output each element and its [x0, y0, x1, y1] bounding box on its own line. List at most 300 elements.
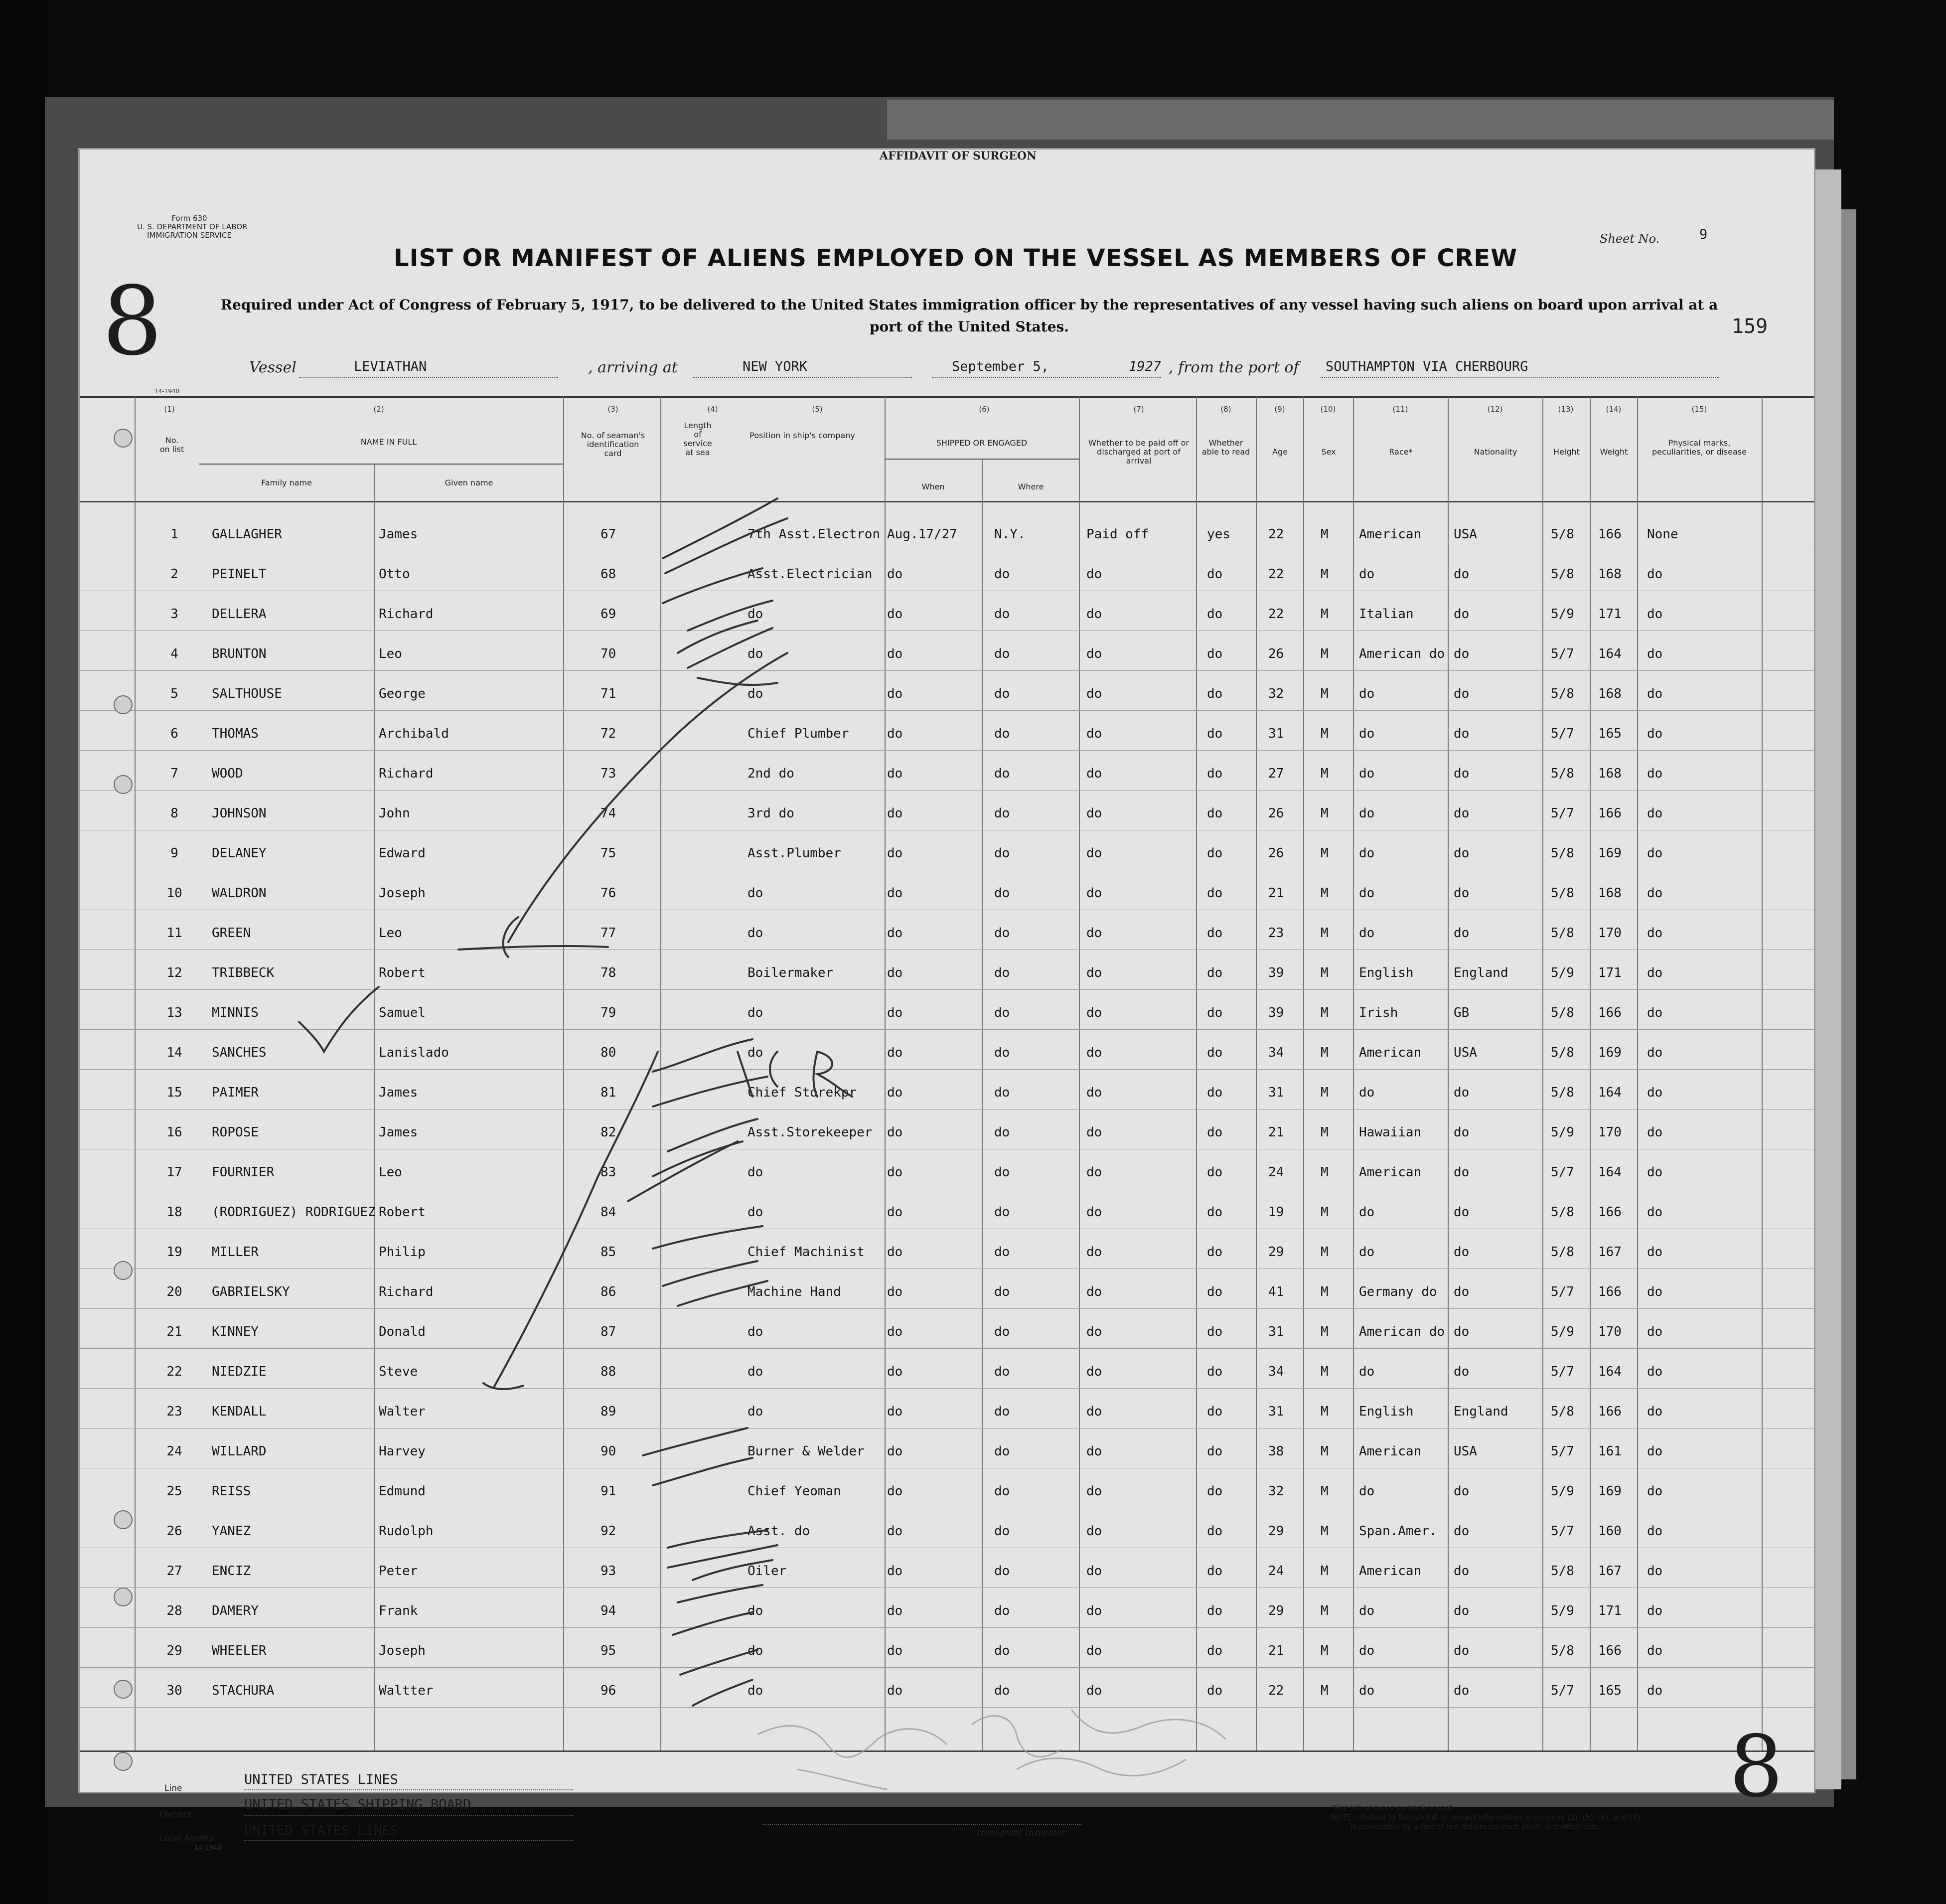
colnum-15: (15)	[1691, 405, 1707, 414]
cell-read: do	[1207, 686, 1223, 701]
cell-where: do	[994, 1205, 1010, 1220]
cell-nat: USA	[1454, 1045, 1477, 1060]
cell-given: George	[379, 686, 426, 701]
cell-when: do	[887, 886, 903, 901]
affidavit-heading: AFFIDAVIT OF SURGEON	[880, 150, 1037, 162]
cell-where: do	[994, 926, 1010, 941]
cell-nat: do	[1454, 886, 1470, 901]
cell-race: Hawaiian	[1359, 1125, 1422, 1140]
cell-race: do	[1359, 726, 1375, 741]
cell-race: do	[1359, 1683, 1375, 1698]
cell-age: 22	[1268, 567, 1284, 582]
cell-family: KENDALL	[212, 1404, 267, 1419]
cell-given: Edmund	[379, 1484, 426, 1499]
cell-position: do	[748, 1045, 763, 1060]
cell-card: 78	[600, 965, 616, 980]
cell-height: 5/7	[1551, 806, 1574, 821]
cell-weight: 169	[1598, 846, 1622, 861]
colnum-9: (9)	[1274, 405, 1285, 414]
cell-given: Leo	[379, 1165, 402, 1180]
cell-weight: 160	[1598, 1524, 1622, 1539]
cell-sex: M	[1321, 846, 1329, 861]
cell-age: 22	[1268, 607, 1284, 622]
cell-weight: 171	[1598, 607, 1622, 622]
cell-race: American	[1359, 1444, 1422, 1459]
cell-when: do	[887, 1045, 903, 1060]
cell-family: ENCIZ	[212, 1564, 251, 1579]
cell-family: SANCHES	[212, 1045, 267, 1060]
cell-family: TRIBBECK	[212, 965, 275, 980]
cell-height: 5/7	[1551, 1683, 1574, 1698]
cell-position: do	[748, 926, 763, 941]
cell-no: 18	[166, 1205, 182, 1220]
cell-no: 11	[166, 926, 182, 941]
cell-age: 26	[1268, 846, 1284, 861]
cell-weight: 164	[1598, 1364, 1622, 1379]
cell-given: Samuel	[379, 1005, 426, 1020]
cell-no: 14	[166, 1045, 182, 1060]
cell-sex: M	[1321, 1404, 1329, 1419]
cell-card: 81	[600, 1085, 616, 1100]
colnum-7: (7)	[1133, 405, 1144, 414]
cell-race: do	[1359, 1085, 1375, 1100]
cell-sex: M	[1321, 926, 1329, 941]
cell-age: 23	[1268, 926, 1284, 941]
footer-mark-8: 8	[1729, 1718, 1784, 1816]
cell-paid: do	[1086, 1643, 1102, 1658]
cell-when: do	[887, 607, 903, 622]
cell-where: do	[994, 1364, 1010, 1379]
cell-height: 5/8	[1551, 1205, 1574, 1220]
cell-no: 28	[166, 1603, 182, 1618]
cell-race: Italian	[1359, 607, 1414, 622]
cell-nat: do	[1454, 1364, 1470, 1379]
cell-weight: 166	[1598, 1205, 1622, 1220]
cell-card: 87	[600, 1324, 616, 1339]
cell-read: do	[1207, 1165, 1223, 1180]
cell-marks: do	[1647, 846, 1663, 861]
cell-card: 89	[600, 1404, 616, 1419]
header-paid-off: Whether to be paid off or discharged at port of arrival	[1088, 438, 1189, 466]
cell-read: do	[1207, 846, 1223, 861]
cell-weight: 171	[1598, 1603, 1622, 1618]
cell-when: do	[887, 846, 903, 861]
header-height: Height	[1553, 447, 1580, 457]
cell-nat: do	[1454, 686, 1470, 701]
cell-when: do	[887, 1284, 903, 1299]
cell-marks: do	[1647, 1484, 1663, 1499]
cell-card: 71	[600, 686, 616, 701]
cell-height: 5/8	[1551, 1005, 1574, 1020]
inspector-label: Immigrant Inspector.	[977, 1828, 1068, 1838]
cell-age: 31	[1268, 1404, 1284, 1419]
cell-race: Span.Amer.	[1359, 1524, 1437, 1539]
cell-when: do	[887, 806, 903, 821]
cell-where: do	[994, 646, 1010, 661]
cell-where: do	[994, 1045, 1010, 1060]
cell-race: do	[1359, 1484, 1375, 1499]
sheet-number: 9	[1699, 227, 1708, 242]
cell-read: yes	[1207, 527, 1230, 542]
cell-paid: do	[1086, 646, 1102, 661]
cell-race: do	[1359, 1603, 1375, 1618]
cell-position: do	[748, 1364, 763, 1379]
header-no-on-list: No. on list	[159, 436, 184, 454]
cell-card: 75	[600, 846, 616, 861]
cell-weight: 166	[1598, 527, 1622, 542]
cell-sex: M	[1321, 527, 1329, 542]
cell-race: American	[1359, 1564, 1422, 1579]
cell-card: 86	[600, 1284, 616, 1299]
cell-age: 24	[1268, 1165, 1284, 1180]
cell-height: 5/8	[1551, 1245, 1574, 1260]
cell-position: Chief Yeoman	[748, 1484, 841, 1499]
cell-position: Chief Storekpr	[748, 1085, 857, 1100]
cell-given: Waltter	[379, 1683, 434, 1698]
cell-age: 34	[1268, 1045, 1284, 1060]
cell-card: 85	[600, 1245, 616, 1260]
form-line-1: Form 630	[171, 214, 207, 223]
cell-marks: None	[1647, 527, 1678, 542]
cell-card: 73	[600, 766, 616, 781]
header-physical: Physical marks, peculiarities, or disease	[1652, 438, 1747, 457]
cell-position: Machine Hand	[748, 1284, 841, 1299]
header-able-read: Whether able to read	[1201, 438, 1250, 457]
cell-position: do	[748, 607, 763, 622]
cell-where: do	[994, 1603, 1010, 1618]
cell-given: James	[379, 1125, 418, 1140]
cell-no: 2	[170, 567, 178, 582]
cell-where: do	[994, 1125, 1010, 1140]
cell-when: do	[887, 1444, 903, 1459]
cell-marks: do	[1647, 1683, 1663, 1698]
cell-family: ROPOSE	[212, 1125, 259, 1140]
cell-no: 9	[170, 846, 178, 861]
cell-given: Frank	[379, 1603, 418, 1618]
arriving-label: , arriving at	[588, 359, 678, 376]
cell-position: Chief Plumber	[748, 726, 849, 741]
cell-age: 29	[1268, 1245, 1284, 1260]
cell-where: do	[994, 1245, 1010, 1260]
cell-position: do	[748, 646, 763, 661]
cell-age: 38	[1268, 1444, 1284, 1459]
cell-marks: do	[1647, 1364, 1663, 1379]
cell-no: 29	[166, 1643, 182, 1658]
cell-card: 79	[600, 1005, 616, 1020]
cell-marks: do	[1647, 1284, 1663, 1299]
cell-family: DELLERA	[212, 607, 267, 622]
header-family-name: Family name	[261, 478, 312, 487]
cell-nat: do	[1454, 726, 1470, 741]
cell-marks: do	[1647, 646, 1663, 661]
cell-weight: 164	[1598, 646, 1622, 661]
cell-card: 90	[600, 1444, 616, 1459]
stamp-number: 159	[1732, 315, 1768, 338]
cell-marks: do	[1647, 1205, 1663, 1220]
cell-position: do	[748, 886, 763, 901]
cell-weight: 168	[1598, 886, 1622, 901]
cell-age: 31	[1268, 726, 1284, 741]
cell-where: do	[994, 766, 1010, 781]
cell-paid: do	[1086, 1324, 1102, 1339]
cell-read: do	[1207, 1683, 1223, 1698]
cell-age: 31	[1268, 1324, 1284, 1339]
cell-age: 29	[1268, 1603, 1284, 1618]
cell-position: do	[748, 1165, 763, 1180]
colnum-5: (5)	[812, 405, 823, 414]
cell-sex: M	[1321, 886, 1329, 901]
cell-marks: do	[1647, 567, 1663, 582]
cell-sex: M	[1321, 1603, 1329, 1618]
cell-read: do	[1207, 1444, 1223, 1459]
cell-no: 7	[170, 766, 178, 781]
cell-weight: 161	[1598, 1444, 1622, 1459]
cell-no: 30	[166, 1683, 182, 1698]
cell-height: 5/8	[1551, 886, 1574, 901]
cell-age: 21	[1268, 1125, 1284, 1140]
page-edge	[1814, 169, 1841, 1789]
cell-race: Irish	[1359, 1005, 1398, 1020]
cell-when: do	[887, 1324, 903, 1339]
cell-card: 72	[600, 726, 616, 741]
cell-given: John	[379, 806, 410, 821]
cell-position: do	[748, 686, 763, 701]
header-length-service: Length of service at sea	[683, 421, 712, 457]
cell-when: do	[887, 1364, 903, 1379]
cell-race: Germany do	[1359, 1284, 1437, 1299]
cell-family: YANEZ	[212, 1524, 251, 1539]
cell-given: Rudolph	[379, 1524, 434, 1539]
header-nationality: Nationality	[1474, 447, 1517, 457]
cell-weight: 166	[1598, 1284, 1622, 1299]
cell-card: 95	[600, 1643, 616, 1658]
cell-age: 41	[1268, 1284, 1284, 1299]
cell-no: 17	[166, 1165, 182, 1180]
cell-family: KINNEY	[212, 1324, 259, 1339]
cell-paid: do	[1086, 926, 1102, 941]
cell-nat: do	[1454, 567, 1470, 582]
cell-height: 5/7	[1551, 726, 1574, 741]
cell-read: do	[1207, 1205, 1223, 1220]
cell-no: 19	[166, 1245, 182, 1260]
cell-card: 67	[600, 527, 616, 542]
cell-given: Lanislado	[379, 1045, 449, 1060]
header-id-card: No. of seaman's identification card	[581, 431, 645, 458]
cell-marks: do	[1647, 1165, 1663, 1180]
form-line-2: U. S. DEPARTMENT OF LABOR	[137, 222, 248, 231]
cell-sex: M	[1321, 965, 1329, 980]
cell-where: do	[994, 1643, 1010, 1658]
cell-where: do	[994, 1165, 1010, 1180]
cell-paid: do	[1086, 1125, 1102, 1140]
cell-position: do	[748, 1404, 763, 1419]
cell-given: Leo	[379, 926, 402, 941]
cell-sex: M	[1321, 607, 1329, 622]
cell-read: do	[1207, 1284, 1223, 1299]
cell-read: do	[1207, 766, 1223, 781]
cell-card: 68	[600, 567, 616, 582]
page-title: LIST OR MANIFEST OF ALIENS EMPLOYED ON THE VESSEL AS MEMBERS OF CREW	[394, 244, 1518, 272]
cell-position: Asst.Storekeeper	[748, 1125, 873, 1140]
cell-when: Aug.17/27	[887, 527, 957, 542]
cell-card: 82	[600, 1125, 616, 1140]
header-position: Position in ship's company	[749, 431, 855, 440]
colnum-6: (6)	[979, 405, 990, 414]
cell-paid: do	[1086, 1005, 1102, 1020]
cell-sex: M	[1321, 1245, 1329, 1260]
cell-when: do	[887, 1165, 903, 1180]
cell-where: do	[994, 806, 1010, 821]
cell-paid: do	[1086, 1165, 1102, 1180]
cell-family: JOHNSON	[212, 806, 267, 821]
cell-read: do	[1207, 886, 1223, 901]
cell-marks: do	[1647, 1404, 1663, 1419]
cell-marks: do	[1647, 1643, 1663, 1658]
cell-card: 91	[600, 1484, 616, 1499]
footer-agents-rule	[244, 1840, 573, 1841]
cell-given: Richard	[379, 1284, 434, 1299]
cell-height: 5/8	[1551, 926, 1574, 941]
cell-family: PAIMER	[212, 1085, 259, 1100]
cell-paid: do	[1086, 1484, 1102, 1499]
cell-paid: do	[1086, 1404, 1102, 1419]
cell-card: 69	[600, 607, 616, 622]
cell-sex: M	[1321, 1085, 1329, 1100]
cell-given: Leo	[379, 646, 402, 661]
colnum-13: (13)	[1558, 405, 1574, 414]
cell-height: 5/8	[1551, 846, 1574, 861]
cell-card: 96	[600, 1683, 616, 1698]
cell-card: 80	[600, 1045, 616, 1060]
handwritten-checkmarks	[80, 150, 1814, 1792]
cell-when: do	[887, 1245, 903, 1260]
cell-marks: do	[1647, 1564, 1663, 1579]
cell-paid: do	[1086, 1444, 1102, 1459]
cell-age: 34	[1268, 1364, 1284, 1379]
cell-where: do	[994, 1683, 1010, 1698]
binder-edge	[0, 0, 47, 1904]
cell-read: do	[1207, 806, 1223, 821]
cell-family: GREEN	[212, 926, 251, 941]
cell-marks: do	[1647, 965, 1663, 980]
cell-age: 19	[1268, 1205, 1284, 1220]
cell-where: do	[994, 1085, 1010, 1100]
cell-where: do	[994, 1524, 1010, 1539]
cell-read: do	[1207, 1245, 1223, 1260]
cell-sex: M	[1321, 1284, 1329, 1299]
cell-paid: do	[1086, 1085, 1102, 1100]
cell-position: Asst.Electrician	[748, 567, 873, 582]
cell-given: Peter	[379, 1564, 418, 1579]
cell-sex: M	[1321, 1524, 1329, 1539]
cell-where: do	[994, 1444, 1010, 1459]
cell-nat: do	[1454, 1284, 1470, 1299]
cell-where: do	[994, 726, 1010, 741]
cell-sex: M	[1321, 1643, 1329, 1658]
cell-when: do	[887, 726, 903, 741]
cell-read: do	[1207, 1404, 1223, 1419]
cell-position: do	[748, 1603, 763, 1618]
cell-read: do	[1207, 1005, 1223, 1020]
cell-no: 13	[166, 1005, 182, 1020]
cell-read: do	[1207, 1524, 1223, 1539]
cell-read: do	[1207, 1484, 1223, 1499]
colnum-12: (12)	[1487, 405, 1503, 414]
cell-where: do	[994, 607, 1010, 622]
cell-where: do	[994, 965, 1010, 980]
cell-no: 8	[170, 806, 178, 821]
cell-nat: England	[1454, 965, 1508, 980]
colnum-4: (4)	[707, 405, 718, 414]
cell-paid: do	[1086, 1524, 1102, 1539]
cell-height: 5/9	[1551, 607, 1574, 622]
cell-family: STACHURA	[212, 1683, 275, 1698]
header-shipped: SHIPPED OR ENGAGED	[936, 438, 1028, 448]
cell-age: 26	[1268, 806, 1284, 821]
cell-height: 5/9	[1551, 1484, 1574, 1499]
header-where: Where	[1018, 482, 1044, 491]
cell-marks: do	[1647, 926, 1663, 941]
cell-age: 21	[1268, 886, 1284, 901]
cell-family: MILLER	[212, 1245, 259, 1260]
cell-nat: do	[1454, 1125, 1470, 1140]
cell-nat: do	[1454, 806, 1470, 821]
cell-given: Richard	[379, 766, 434, 781]
cell-weight: 168	[1598, 567, 1622, 582]
cell-when: do	[887, 1564, 903, 1579]
cell-read: do	[1207, 1564, 1223, 1579]
cell-paid: do	[1086, 567, 1102, 582]
cell-age: 24	[1268, 1564, 1284, 1579]
cell-height: 5/9	[1551, 965, 1574, 980]
cell-sex: M	[1321, 1005, 1329, 1020]
cell-weight: 165	[1598, 726, 1622, 741]
footer-line-rule	[244, 1789, 573, 1790]
cell-race: do	[1359, 1205, 1375, 1220]
header-name-in-full: NAME IN FULL	[360, 437, 417, 447]
footer-owners-rule	[244, 1815, 573, 1816]
cell-family: GABRIELSKY	[212, 1284, 290, 1299]
cell-age: 29	[1268, 1524, 1284, 1539]
cell-no: 4	[170, 646, 178, 661]
cell-position: do	[748, 1324, 763, 1339]
cell-no: 27	[166, 1564, 182, 1579]
cell-card: 77	[600, 926, 616, 941]
cell-sex: M	[1321, 646, 1329, 661]
cell-given: Otto	[379, 567, 410, 582]
cell-position: Boilermaker	[748, 965, 834, 980]
cell-no: 10	[166, 886, 182, 901]
cell-race: do	[1359, 766, 1375, 781]
cell-nat: do	[1454, 1683, 1470, 1698]
cell-position: Oiler	[748, 1564, 787, 1579]
cell-marks: do	[1647, 766, 1663, 781]
cell-no: 24	[166, 1444, 182, 1459]
cell-height: 5/7	[1551, 1165, 1574, 1180]
cell-no: 5	[170, 686, 178, 701]
cell-card: 70	[600, 646, 616, 661]
cell-family: WILLARD	[212, 1444, 267, 1459]
arrival-year: 1927	[1129, 359, 1162, 374]
cell-weight: 169	[1598, 1045, 1622, 1060]
cell-nat: GB	[1454, 1005, 1470, 1020]
cell-position: do	[748, 1005, 763, 1020]
cell-sex: M	[1321, 726, 1329, 741]
cell-where: do	[994, 1005, 1010, 1020]
arrival-date: September 5,	[952, 359, 1049, 374]
cell-height: 5/7	[1551, 1284, 1574, 1299]
cell-paid: do	[1086, 846, 1102, 861]
